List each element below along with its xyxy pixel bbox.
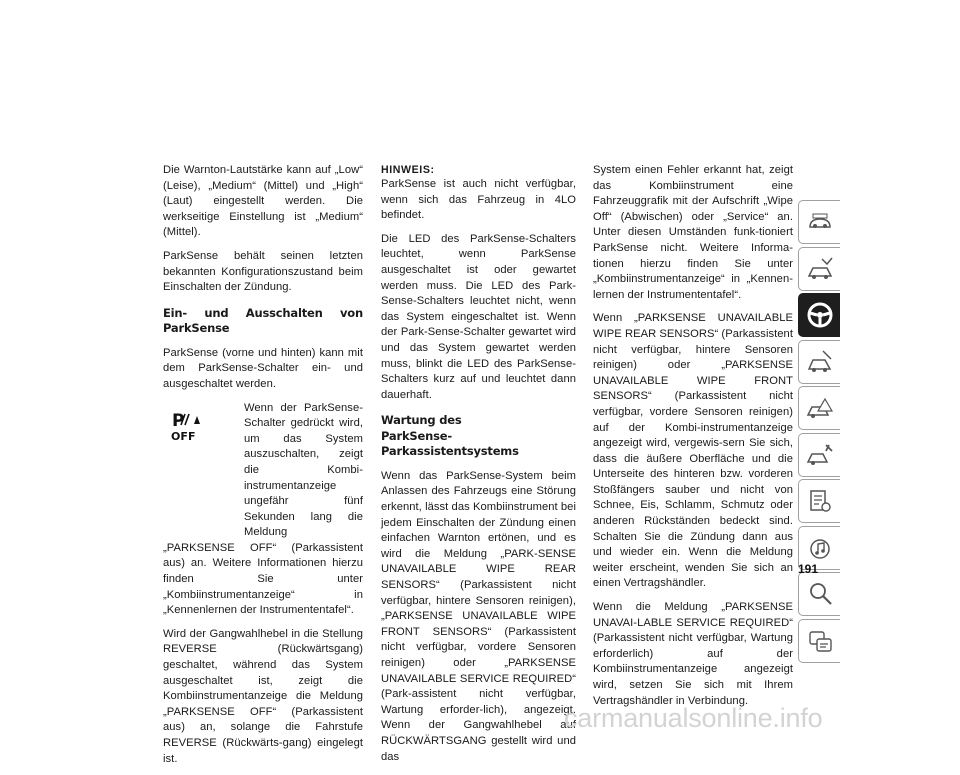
tab-magnifier[interactable] [798,572,840,616]
section-heading: Ein- und Ausschalten von ParkSense [163,305,363,336]
paragraph: Wenn die Meldung „PARKSENSE UNAVAI-LABLE SERVICE REQUIRED“ (Parkassistent nicht verfügbar, Wartung erforderlich) auf der Kombiinstrumentanzeige angezeigt wird, setzen Sie sich mit Ihrem Vertragshändler in Verbindung. [593,601,793,707]
icon-off-label: OFF [171,429,196,443]
list-settings-icon [805,486,835,516]
paragraph: Wenn das ParkSense-System beim Anlassen des Fahrzeugs eine Störung erkennt, lässt das Kombiinstrument bei jedem Einschalten der Zündung einen einfachen Warnton ertönen, und es wird die Meldung „PARK-SENSE UNAVAILABLE WIPE REAR SENSORS“ (Parkassistent nicht verfügbar, hintere Sensoren reinigen), „PARKSENSE UNAVAILABLE WIPE FRONT SENSORS“ (Parkassistent nicht verfügbar, vordere Sensoren reinigen) oder „PARKSENSE UNAVAILABLE SERVICE REQUIRED“ (Park-assistent nicht verfügbar, Wartung erforder-lich), angezeigt. Wenn der Gangwahlhebel auf RÜCKWÄRTSGANG gestellt wird und das [381,469,576,763]
text-column-middle [381,163,576,773]
text-column-right [593,163,793,717]
car-service-icon [805,440,835,470]
magnifier-icon [805,579,835,609]
paragraph: ParkSense behält seinen letzten bekannten Konfigurationszustand beim Einschalten der Zündung. [163,249,363,294]
chapter-tabs [798,200,842,665]
tab-list-settings[interactable] [798,479,840,523]
tab-steering-wheel[interactable] [798,293,840,337]
car-dashboard-icon [805,207,835,237]
tab-car-crash[interactable] [798,340,840,384]
tab-car-service[interactable] [798,433,840,477]
text-column-left [163,163,363,775]
multilingual-icon [805,626,835,656]
paragraph: Die Warnton-Lautstärke kann auf „Low“ (Leise), „Medium“ (Mittel) und „High“ (Laut) eingestellt werden. Die werkseitige Einstellung ist „Medium“ (Mittel). [163,164,363,239]
steering-wheel-icon [805,300,835,330]
watermark: carmanualsonline.info [564,703,823,733]
car-info-icon [805,254,835,284]
heading-line: ParkSense-Parkassistentsystems [381,428,519,459]
svg-text:P: P [172,410,185,431]
section-heading [381,413,576,460]
paragraph: System einen Fehler erkannt hat, zeigt das Kombiinstrument eine Fahrzeuggrafik mit der Aufschrift „Wipe Off“ (Abwischen) oder „Service“ an. Unter diesen Umständen funk-tioniert ParkSense nicht. Weitere Informa-tionen hierzu finden Sie unter „Kombiinstrumentanzeige“ in „Kennen-lernen der Instrumententafel“. [593,164,793,301]
car-crash-icon [805,347,835,377]
parksense-icon-block [163,401,363,541]
tab-car-dashboard[interactable] [798,200,840,244]
paragraph: Die LED des ParkSense-Schalters leuchtet, wenn ParkSense ausgeschaltet ist oder gewartet werden muss. Die LED des Park-Sense-Schalters leuchtet nicht, wenn das System eingeschaltet ist. Wenn der Park-Sense-Schalter gewartet wird und das System gewartet werden muss, blinkt die LED des ParkSense-Schalters kurz auf und leuchtet dann dauerhaft. [381,232,576,401]
music-settings-icon [805,533,835,563]
paragraph: Wenn der ParkSense-Schalter gedrückt wird, um das System auszuschalten, zeigt die Kombi-instrumentanzeige ungefähr fünf Sekunden lang die Meldung [244,401,363,539]
note-text: ParkSense ist auch nicht verfügbar, wenn sich das Fahrzeug in 4LO befindet. [381,178,576,222]
parksense-off-icon [163,405,238,447]
car-warning-icon [805,393,835,423]
note-label: HINWEIS: [381,164,435,176]
paragraph: Wenn „PARKSENSE UNAVAILABLE WIPE REAR SENSORS“ (Parkassistent nicht verfügbar, hintere Sensoren reinigen) oder „PARKSENSE UNAVAILABLE WIPE FRONT SENSORS“ (Parkassistent nicht verfügbar, vordere Sensoren reinigen) auf der Kombi-instrumentanzeige angezeigt wird, vergewis-sern Sie sich, dass die äußere Oberfläche und die Unterseite des hinteren bzw. vorderen Stoßfängers sauber und nicht von Schnee, Eis, Schlamm, Schmutz oder anderen Rückständen bedeckt sind. Schalten Sie die Zündung dann aus und wieder ein. Wenn die Meldung weiter erscheint, wenden Sie sich an einen Vertragshändler. [593,312,793,590]
tab-car-warning[interactable] [798,386,840,430]
tab-multilingual[interactable] [798,619,840,663]
paragraph: Wird der Gangwahlhebel in die Stellung REVERSE (Rückwärtsgang) geschaltet, während das System ausgeschaltet ist, zeigt die Kombiinstrumentanzeige die Meldung „PARKSENSE OFF“ (Parkassistent aus) an, solange die Fahrstufe REVERSE (Rückwärts-gang) eingelegt ist. [163,627,363,765]
tab-car-info[interactable] [798,247,840,291]
heading-line: Wartung des [381,413,462,428]
page-number: 191 [798,562,819,576]
paragraph: ParkSense (vorne und hinten) kann mit dem ParkSense-Schalter ein- und ausgeschaltet werden. [163,346,363,390]
paragraph: „PARKSENSE OFF“ (Parkassistent aus) an. Weitere Informationen hierzu finden Sie unter „Kombiinstrumentanzeige“ in „Kennenlernen der Instrumententafel“. [163,541,363,617]
